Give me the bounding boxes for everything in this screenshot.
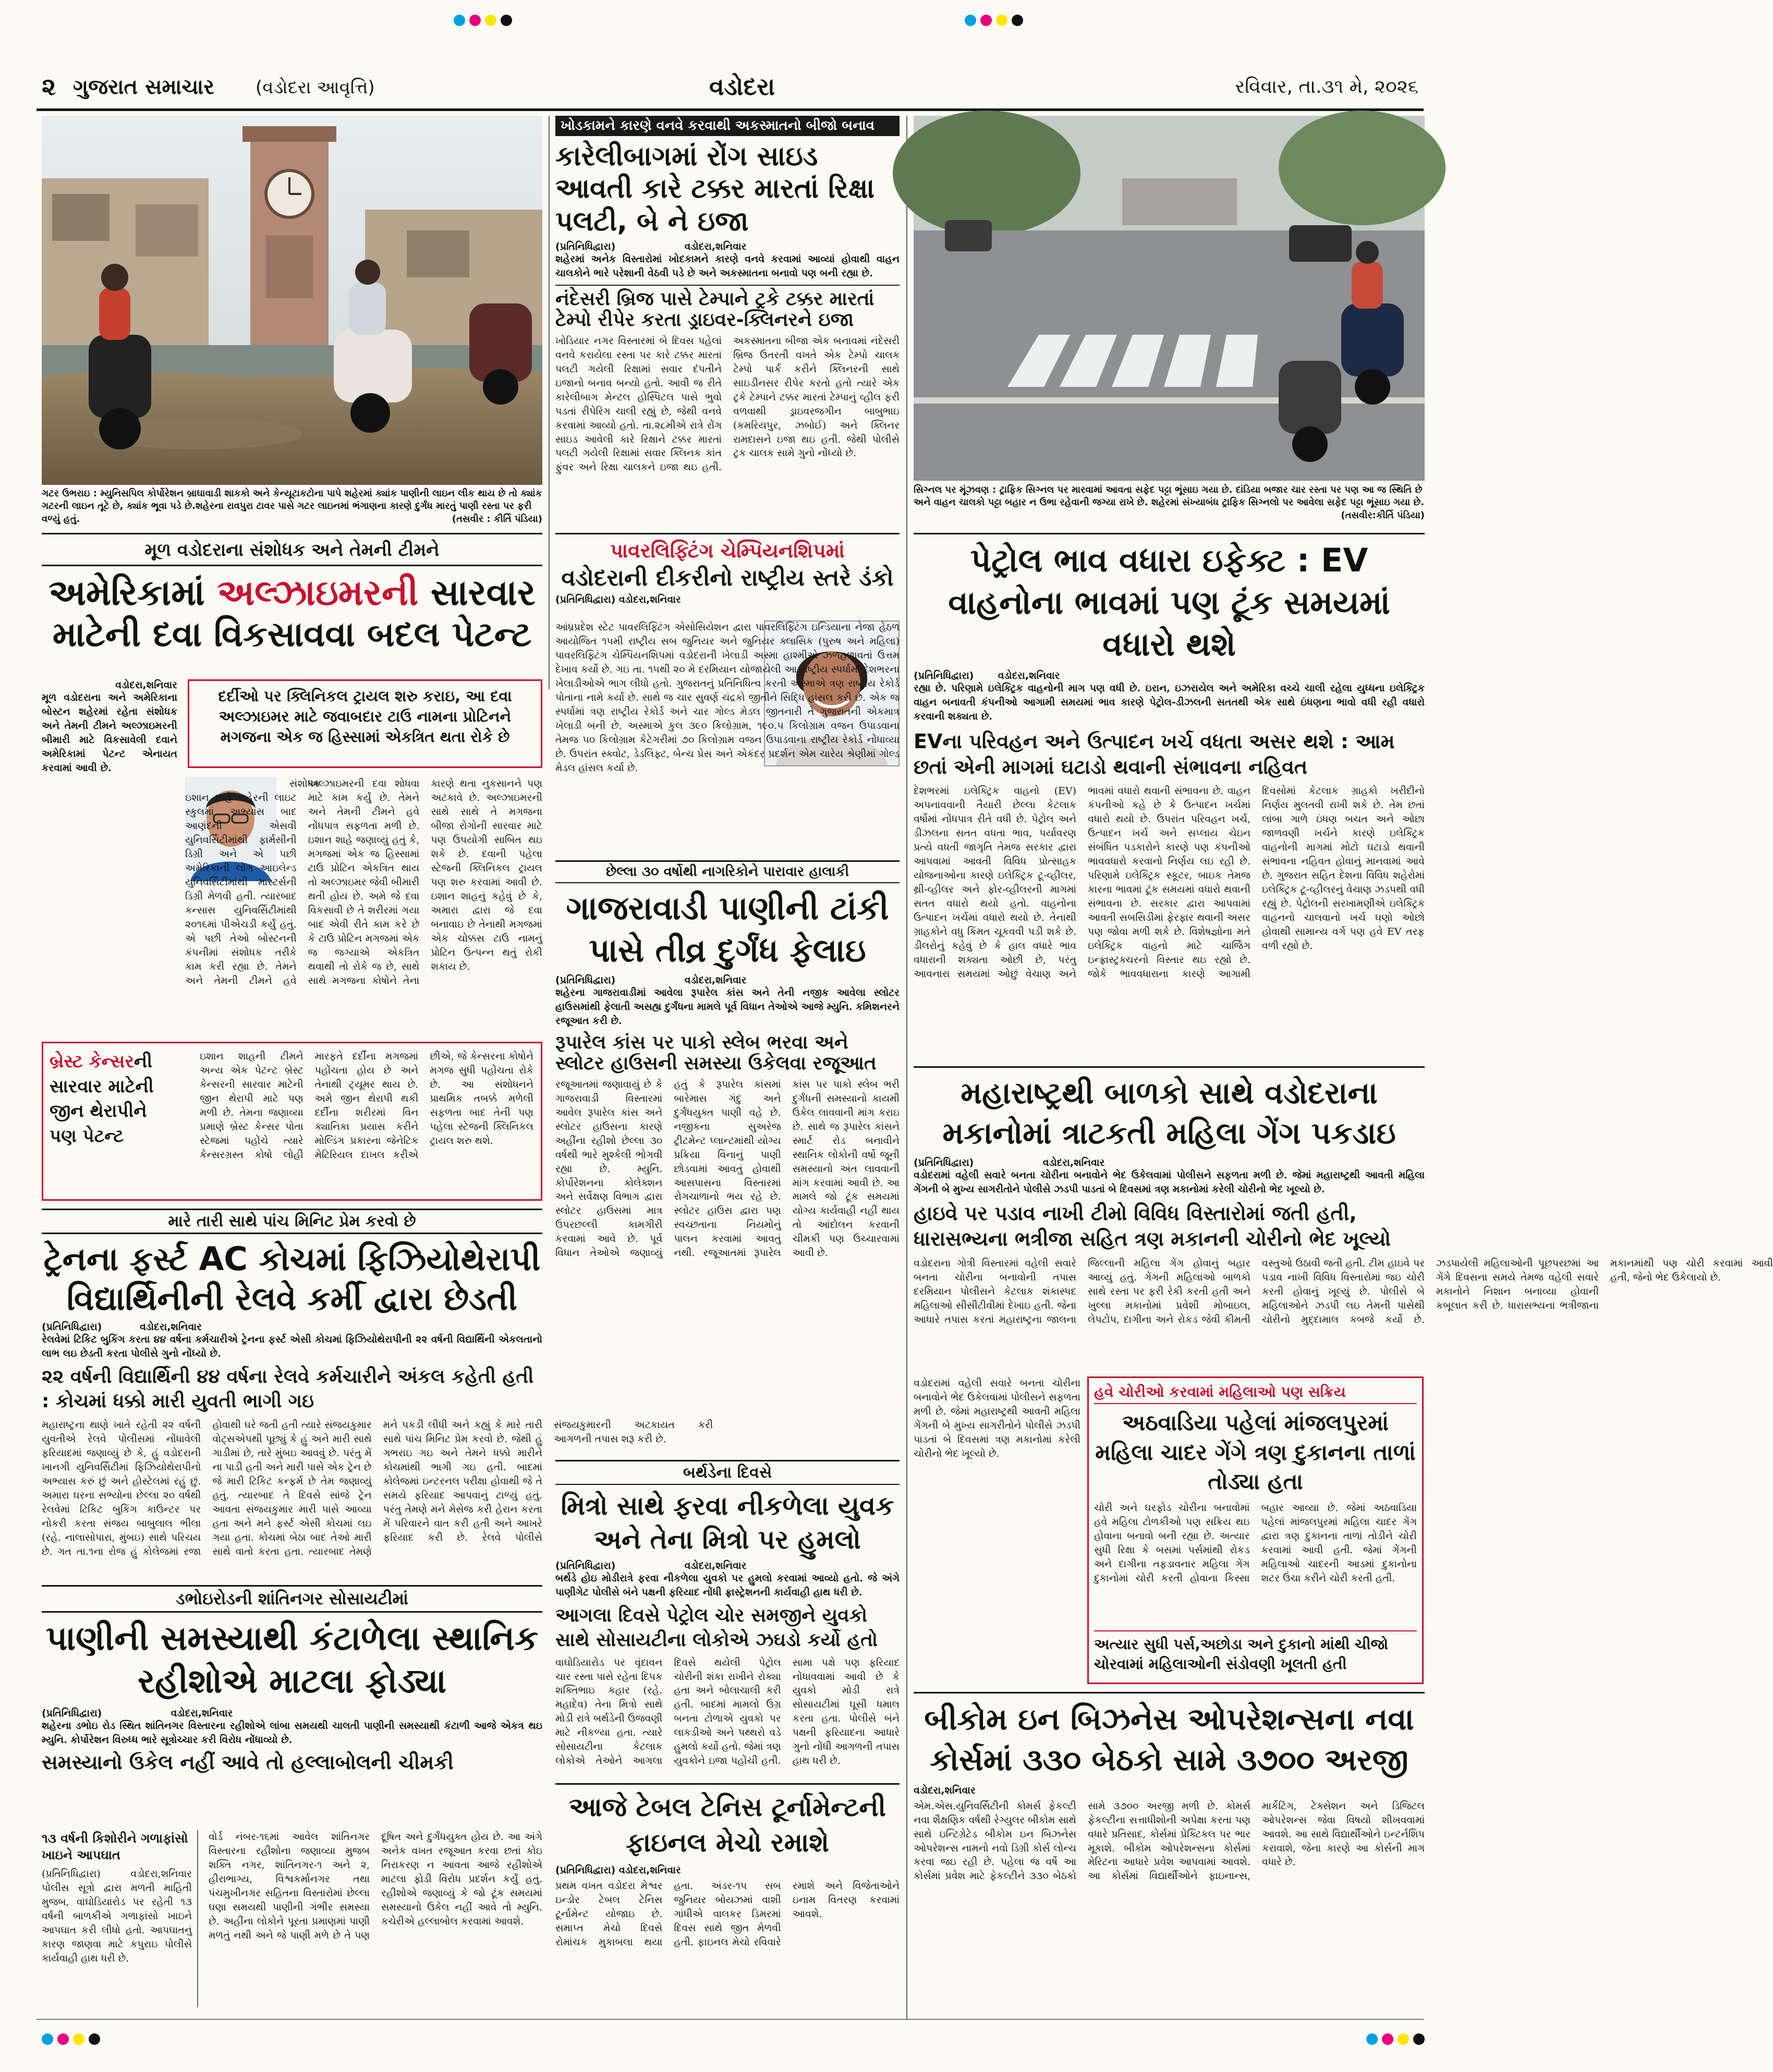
cancer-box [42,1042,542,1201]
dabhoi-body: વોર્ડ નંબર-૧૬માં આવેલ શાંતિનગર વિસ્તારના રહીશોના જણાવ્યા મુજબ શક્તિ નગર, શાંતિનગર-૧ અને ૨, હીરાભાગ્ય, વિશ્વકર્માનગર તથા પંચમુખીનગર સહિતના વિસ્તારોમાં છેલ્લા ઘણા સમયથી પાણીની ગંભીર સમસ્યા છે. અહીંના લોકોને પૂરતા પ્રમાણમાં પાણી મળતું નથી અને જે પાણી મળે છે તે પણ દૂષિત અને દુર્ગંધયુક્ત હોય છે. આ અંગે અનેક વખત રજૂઆત કરવા છતાં કોઇ નિરાકરણ ન આવતા આજે રહીશોએ માટલા ફોડી વિરોધ પ્રદર્શન કર્યું હતું. રહીશોએ જણાવ્યું કે જો ટૂંક સમયમાં સમસ્યાનો ઉકેલ નહીં આવે તો મ્યુનિ. કચેરીએ હલ્લાબોલ કરવામાં આવશે. [209,1831,542,1941]
registration-dot [1012,15,1023,26]
petrol-headline: પેટ્રોલ ભાવ વધારા ઇફેક્ટ : EV વાહનોના ભાવમાં પણ ટૂંક સમયમાં વધારો થશે [948,541,1390,664]
cancer-head-line4: પણ પેટન્ટ [50,1125,124,1147]
registration-dot [469,15,481,26]
crossroad-illustration [914,116,1425,481]
gang-headline: મહારાષ્ટ્રથી બાળકો સાથે વડોદરાના મકાનોમાં ત્રાટકતી મહિલા ગેંગ પકડાઇ [914,1066,1425,1153]
alzheimer-dateline: વડોદરા,શનિવાર [115,679,177,691]
column-divider [549,116,550,689]
railway-dateline: (પ્રતિનિધિદ્વારા) વડોદરા,શનિવાર [42,1321,202,1333]
bcom-dateline: વડોદરા,શનિવાર [914,1784,976,1796]
petrol-subhead: EVના પરિવહન અને ઉત્પાદન ખર્ચ વધતા અસર થશે : આમ છતાં એની માગમાં ઘટાડો થવાની સંભાવના નહિવત [914,729,1395,779]
accident-body: ખોડિયાર નગર વિસ્તારમાં બે દિવસ પહેલાં વનવે કરાયેલા રસ્તા પર કારે ટક્કર મારતાં પલટી ગયેલી રિક્ષામાં સવાર દંપતીને ઇજાનો બનાવ બન્યો હતો. આવી જ રીતે કારેલીબાગ મેન્ટલ હોસ્પિટલ પાસે ભુવો પડતાં રીપેરિંગ ચાલી રહ્યું છે, જેથી વનવે કરવામાં આવ્યો હતો. તા.૨૮મીએ રાત્રે રોંગ સાઇડ આવેલી કારે રિક્ષાને ટક્કર મારતાં પલટી ગયેલી રિક્ષામાં સવાર ક્લિનક કાંત ફુંવર અને રિક્ષા ચાલકને ઇજા થઇ હતી. અકસ્માતના બીજા એક બનાવમાં નંદેસરી બ્રિજ ઉતરતી વખતે એક ટેમ્પો ચાલક ટેમ્પો પાર્ક કરીને ક્લિનરની સાથે સાઇડીનસર રીપેર કરતો હતો ત્યારે એક ટ્રકે ટેમ્પાને ટક્કર મારતાં ટેમ્પાનું વ્હીલ ફરી વળવાથી ડ્રાઇવરજગીન બાબુભાઇ (કમરિયપુર, ઝબોઈ) અને ક્લિનર રામદાસને ઇજા થઇ હતી. જેથી પોલીસે ટ્રક ચાલક સામે ગુનો નોંધ્યો છે. [555,335,900,473]
mob-headline: મિત્રો સાથે ફરવા નીકળેલા યુવક અને તેના મિત્રો પર હુમલો [561,1491,894,1555]
dabhoi-headline: પાણીની સમસ્યાથી કંટાળેલા સ્થાનિક રહીશોએ માટલા ફોડ્યા [45,1619,539,1701]
gajarawadi-headline: ગાજરાવાડી પાણીની ટાંકી પાસે તીવ્ર દુર્ગંધ ફેલાઇ [566,889,889,969]
dabhoi-kicker: ડભોઇરોડની શાંતિનગર સોસાયટીમાં [42,1585,542,1613]
photo2-caption [914,484,1425,527]
mob-dateline: (પ્રતિનિધિદ્વારા) વડોદરા,શનિવાર [555,1560,747,1571]
petrol-story [914,540,1425,1061]
manjalpur-bottom: અત્યાર સુધી પર્સ,અછોડા અને દુકાનો માંથી ચીજો ચોરવામાં મહિલાઓની સંડોવણી ખૂલતી હતી [1094,1630,1417,1674]
mob-story [555,1460,900,1778]
railway-subhead: ૨૨ વર્ષની વિદ્યાર્થિની ૪૪ વર્ષના રેલવે કર્મચારીને અંકલ કહેતી હતી : કોચમાં ધક્કો મારી યુવતી ભાગી ગઇ [42,1366,534,1412]
registration-dot [1366,2033,1378,2045]
cancer-highlight: બ્રેસ્ટ કેન્સર [50,1051,134,1072]
registration-dot [73,2033,84,2045]
accident-headline2: નંદેસરી બ્રિજ પાસે ટેમ્પાને ટ્રકે ટક્કર મારતાં ટેમ્પો રીપેર કરતા ડ્રાઇવર-ક્લિનરને ઇજા [555,285,900,331]
section-title: વડોદરા [709,72,775,101]
date-line: રવિવાર, તા.૩૧ મે, ૨૦૨૬ [1235,76,1418,97]
tt-headline: આજે ટેબલ ટેનિસ ટૂર્નામેન્ટની ફાઇનલ મેચો રમાશે [555,1783,900,1860]
headline-part: અમેરિકામાં [48,572,205,614]
sewer-overflow-photo [42,116,542,485]
section-rule [42,533,542,534]
caption-text: ગટર ઉભરાઇ : મ્યુનિસપિલ કોર્પોરેશન બ્રાઘાવાડી શાકકો અને કેન્યૂટાકટોના પાપે શહેરમાં ક્યાંક પાણીની લાઇન લીક થાય છે તો ક્યાંક ગટરની લાઇન તૂટે છે, ક્યાંક ભૂવા પડે છે.શહેરના રાવપુરા ટાવર પાસે ગટર લાઇનમાં ભંગાણના કારણે દુર્ગંધ મારતું પાણી રસ્તા પર ફરી વળ્યું હતું. [42,488,542,525]
registration-dot [980,15,992,26]
accident-story [555,116,900,528]
column-divider [906,116,907,2019]
gang-left-body [914,1376,1080,1684]
masthead [37,70,1424,107]
accident-dateline: (પ્રતિનિધિદ્વારા) વડોદરા,શનિવાર [555,241,747,253]
registration-dot [42,2033,53,2045]
manjalpur-box [1087,1376,1424,1684]
gajarawadi-lead: શહેરના ગાજરાવાડીમાં આવેલા રૂપારેલ કાંસ અને તેની નજીક આવેલા સ્લોટર હાઉસમાંથી ફેલાતી અસહ્ય દુર્ગંધના મામલે પૂર્વ વિધાન તેઓએ આજે મ્યુનિ. કમિશનરને રજૂઆત કરી છે. [555,987,900,1027]
photo1-caption [42,487,542,530]
mob-lead: બર્થડે હોઇ મોડીરાત્રે ફરવા નીકળેલા યુવકો પર હુમલો કરવામાં આવ્યો હતો. જે અંગે પાણીગેટ પોલીસે બંને પક્ષની ફરિયાદ નોંધી ફ્રાસ્ટ્રેશનની કાર્યવાહી હાથ ધરી છે. [555,1573,900,1598]
bcom-headline: બીકોમ ઇન બિઝનેસ ઓપરેશન્સના નવા કોર્સમાં ૩૩૦ બેઠકો સામે ૩૭૦૦ અરજી [914,1692,1425,1781]
gajarawadi-body: રજૂઆતમાં જણાવાયું છે કે ગાજરાવાડી વિસ્તારમાં આવેલ રૂપારેલ કાંસ અને સ્લોટર હાઉસના કારણે અહીંના રહીશો છેલ્લા ૩૦ વર્ષથી ભારે મુશ્કેલી ભોગવી રહ્યા છે. મ્યુનિ. કોર્પોરેશનના કોલેક્શન અને સર્વેક્ષણ વિભાગ દ્વારા સ્લોટર હાઉસમાં માત્ર ઉપરછલ્લી કામગીરી કરવામાં આવે છે. પૂર્વ વિધાન તેઓએ જણાવ્યું હતું કે રૂપારેલ કાંસમાં બારેમાસ ગંદુ અને દુર્ગંધયુક્ત પાણી વહે છે. નજીકના સુઅરેજ ટ્રીટમેન્ટ પ્લાન્ટમાંથી યોગ્ય પ્રક્રિયા વિનાનું પાણી છોડવામાં આવતું હોવાથી આસપાસના વિસ્તારમાં રોગચાળાનો ભય રહે છે. સ્લોટર હાઉસ દ્વારા પણ સ્વચ્છતાના નિયમોનું પાલન કરવામાં આવતું નથી. રજૂઆતમાં રૂપારેલ કાંસ પર પાકો સ્લેબ ભરી દુર્ગંધની સમસ્યાનો કાયમી ઉકેલ લાવવાની માંગ કરાઇ છે. સાથે જ રૂપારેલ કાંસને સ્માર્ટ રોડ બનાવીને સ્થાનિક લોકોની વર્ષો જૂની સમસ્યાનો અંત લાવવાની માંગ કરવામાં આવી છે. આ મામલે જો ટૂંક સમયમાં યોગ્ય કાર્યવાહી નહીં થાય તો આંદોલન કરવાની ચીમકી પણ ઉચ્ચારવામાં આવી છે. [555,1078,900,1259]
cancer-body: ઇશાન શાહની ટીમને અન્ય એક પેટન્ટ બ્રેસ્ટ કેન્સરની સારવાર માટેની જીન થેરાપી માટે પણ મળી છે. તેમના જણાવ્યા પ્રમાણે બ્રેસ્ટ કેન્સર પોતા સ્ટેજમાં પહોંચે ત્યારે કેન્સરગ્રસ્ત કોષો લોહી મારફતે દર્દીના મગજમાં પહોંચતા હોય છે અને તેનાથી ટ્યૂમર થાય છે. અમે જીન થેરાપી થકી દર્દીના શરીરમાં વિન ક્યાનિકા પ્રયાસ કરીને મોલ્ડિંગ પ્રકારના જેનેટિક મેટિરિયલ દાખલ કરીએ છીએ, જે કેન્સરના કોષોને મગજ સુધી પહોંચતા રોકે છે. આ સંશોધનને પ્રાથમિક તબક્કે મળેલી સફળતા બાદ તેની પણ પહેલા સ્ટેજની ક્લિનિકલ ટ્રાયલ શરુ થશે. [200,1051,533,1161]
manjalpur-body: ચોરી અને ઘરફોડ ચોરીના બનાવોમાં હવે મહિલા ટોળકીઓ પણ સક્રિય થઇ હોવાના બનાવો બની રહ્યા છે. અત્યાર સુધી રિક્ષા કે બસમાં પર્સમાંથી રોકડ અને દાગીના તફડાવનાર મહિલા ગેંગ દુકાનોમાં ચોરી કરતી હોવાના કિસ્સા બહાર આવ્યા છે. જેમાં અઠવાડિયા પહેલાં માંજલપુરમાં મહિલા ચાદર ગેંગ દ્વારા ત્રણ દુકાનના તાળાં તોડીને ચોરી કરવામાં આવી હતી. જેમાં ગેંગની મહિલાઓ ચાદરની આડમાં દુકાનોના શટર ઉંચા કરીને ચોરી કરતી હતી. [1094,1502,1417,1584]
photo-credit: (તસવીર : કીર્તિ પંડિયા) [452,513,542,525]
registration-dot [454,15,465,26]
railway-kicker: મારે તારી સાથે પાંચ મિનિટ પ્રેમ કરવો છે [42,1209,542,1234]
manjalpur-kicker: હવે ચોરીઓ કરવામાં મહિલાઓ પણ સક્રિય [1094,1383,1417,1404]
registration-dot [57,2033,69,2045]
footer-rule [37,2019,1424,2020]
alzheimer-body: સંશોધક ઇશાન શાહે શહેરની લાઇટ સ્કુલમાં અભ્યાસ બાદ આણંદની એસવી યુનિવર્સિટીમાંથી ફાર્મસીની ડિગ્રી અને એ પછી અમેરિકાની લોંગ આઇલેન્ડ યુનિવર્સિટીમાંથી માસ્ટર્સની ડિગ્રી મેળવી હતી. ત્યારબાદ કન્સાસ યુનિવર્સિટીમાંથી ૨૦૧૬માં પીએચડી કર્યું હતું. એ પછી તેઓ બોસ્ટનની કંપનીમાં સંશોધક તરીકે કામ કરી રહ્યા છે. તેમને અને તેમની ટીમને હવે અલ્ઝાઇમરની દવા શોધવા માટે કામ કર્યું છે. તેમને અને તેમની ટીમને હવે નોંધપાત્ર સફળતા મળી છે. ઇશાન શાહે જણાવ્યું હતું કે, મગજમાં એક જ હિસ્સામાં ટાઉ પ્રોટિન એકત્રિત થાય તો અલ્ઝાઇમર જેવી બીમારી થતી હોય છે. અમે જે દવા વિકસાવી છે તે શરીરમાં ગયા બાદ એવી રીતે કામ કરે છે કે ટાઉ પ્રોટિન મગજમાં એક જ જગ્યાએ એકત્રિત થવાથી તો રોકે જ છે, સાથે સાથે મગજના કોષોને તેના કારણે થતા નુકસાનને પણ અટકાવે છે. અલ્ઝાઇમરની સાથે સાથે તે મગજના બીજા રોગોની સારવાર માટે પણ ઉપયોગી સાબિત થઇ શકે છે. દવાની પહેલા સ્ટેજની ક્લિનિકલ ટ્રાયલ પણ શરુ કરવામાં આવી છે. ઇશાન શાહનું કહેવું છે કે, અમારા દ્વારા જે દવા બનાવાઇ છે તેનાથી મગજમાં એક ચોક્કસ ટાઉ નામનું પ્રોટિન ઉત્પન્ન થતું રોકી શકાય છે. [185,778,542,986]
caption-text: સિગ્નલ પર મૂંઝવણ : ટ્રાફિક સિગ્નલ પર મારવામાં આવતા સફેદ પટ્ટા ભૂંસાઇ ગયા છે. દાંડિયા બજાર ચાર રસ્તા પર પણ આ જ સ્થિતિ છે અને વાહન ચાલકો પટ્ટા બહાર ન ઉભા રહેવાની જગ્યા રાખે છે. શહેરમાં સંખ્યાબંધ ટ્રાફિક સિગ્નલો પર આવેલા સફેદ પટ્ટા ભૂંસાઇ ગયા છે. [914,484,1425,508]
powerlifting-kicker: પાવરલિફ્ટિંગ ચેમ્પિયનશિપમાં [610,539,845,562]
dabhoi-box-body: (પ્રતિનિધિદ્વારા) વડોદરા,શનિવાર પોલીસ સૂત્રો દ્વારા મળતી માહિતી મુજબ, વાઘોડિયારોડ પર રહેતી ૧૩ વર્ષની બાળકીએ ગળાફાંસો ખાઇને આપઘાત કરી લીધો હતો. આપઘાતનું કારણ જાણવા માટે કપુરાઇ પોલીસે કાર્યવાહી હાથ ધરી છે. [42,1868,192,1964]
headline-part: સારવાર [430,572,536,614]
accident-headline: કારેલીબાગમાં રોંગ સાઇડ આવતી કારે ટક્કર મારતાં રિક્ષા પલટી, બે ને ઇજા [555,141,875,237]
railway-story [42,1209,713,1584]
mob-subhead: આગલા દિવસે પેટ્રોલ ચોર સમજીને યુવકો સાથે સોસાયટીના લોકોએ ઝઘડો કર્યો હતો [555,1604,878,1651]
petrol-dateline: (પ્રતિનિધિદ્વારા) વડોદરા,શનિવાર [914,669,1060,681]
registration-dot [996,15,1007,26]
registration-dot [89,2033,100,2045]
accident-lead: શહેરમાં અનેક વિસ્તારોમાં ખોદકામને કારણે વનવે કરવામાં આવ્યાં હોવાથી વાહન ચાલકોને ભારે પરેશાની વેઠવી પડે છે અને અકસ્માતના બનાવો પણ બની રહ્યા છે. [555,253,900,279]
alzheimer-deck: દર્દીઓ પર ક્લિનિકલ ટ્રાયલ શરુ કરાઇ, આ દવા અલ્ઝાઇમર માટે જવાબદાર ટાઉ નામના પ્રોટિનને મગજના એક જ હિસ્સામાં એકત્રિત થતા રોકે છે [218,687,512,746]
street-scene-illustration [42,116,542,485]
gang-lead: વડોદરામાં વહેલી સવારે બનતા ચોરીના બનાવોને ભેદ ઉકેલવામાં પોલીસને સફળતા મળી છે. જેમાં મહારાષ્ટ્રથી આવતી મહિલા ગેંગની બે મુખ્ય સાગરીતોને પોલીસે ઝડપી પાડતાં બે દિવસમાં ત્રણ મકાનોમાં કરેલી ચોરીનો ભેદ ખૂલ્યો છે. [914,1169,1425,1196]
section-rule [555,533,900,534]
traffic-signal-photo [914,116,1425,481]
alzheimer-lead: મૂળ વડોદરાના અને અમેરિકાના બોસ્ટન શહેરમાં રહેતા સંશોધક અને તેમની ટીમને અલ્ઝાઇમરની બીમારી માટે વિકસાવેલી દવાને અમેરિકામાં પેટન્ટ એનાયત કરવામાં આવી છે. [42,692,177,774]
registration-dot [501,15,512,26]
dabhoi-box-head: ૧૩ વર્ષની કિશોરીને ગળાફાંસો ખાઇને આપઘાત [42,1831,188,1863]
registration-dot [965,15,976,26]
gang-story [914,1066,1773,1374]
dabhoi-subhead: સમસ્યાનો ઉકેલ નહીં આવે તો હલ્લાબોલની ચીમકી [42,1750,454,1774]
gang-subhead: હાઇવે પર પડાવ નાખી ટીમો વિવિધ વિસ્તારોમાં જતી હતી, ધારાસભ્યના ભત્રીજા સહિત ત્રણ મકાનની ચોરીનો ભેદ ખૂલ્યો [914,1202,1391,1251]
cancer-head-line2: સારવાર માટેની [50,1076,154,1097]
railway-headline: ટ્રેનના ફર્સ્ટ AC કોચમાં ફિઝિયોથેરાપી વિદ્યાર્થિનીની રેલવે કર્મી દ્વારા છેડતી [43,1240,541,1318]
powerlifting-body: આંધ્રપ્રદેશ સ્ટેટ પાવરલિફ્ટિંગ એસોસિયેશન દ્વારા પાવરલિફ્ટિંગ ઇન્ડિયાના નેજા હેઠળ આયોજિત ૧૫મી રાષ્ટ્રીય સબ જુનિયર અને જુનિયર ક્લાસિક (પુરુષ અને મહિલા) પાવરલિફ્ટિંગ ચેમ્પિયનશિપમાં વડોદરાની ખેલાડી અસ્મા હાશ્મીએ ઝળહળાવતાં ઉત્તમ દેખાવ કર્યો છે. ગઇ તા. ૧૫થી ૨૦ મે દરમિયાન યોજાયેલી આ રાષ્ટ્રીય સ્પર્ધામાં દેશભરના ખેલાડીઓએ ભાગ લીધો હતો. ગુજરાતનું પ્રતિનિધિત્વ કરતી અસ્માએ ત્રણ રાષ્ટ્રીય રેકોર્ડ પોતાના નામે કર્યા છે. સાથે જ ચાર સુવર્ણ ચંદ્રકો જીતીને સિદ્ધિ હાંસલ કરી છે. એક જ સ્પર્ધામાં ત્રણ રાષ્ટ્રીય રેકોર્ડ અને ચાર ગોલ્ડ મેડલ જીતનારી તે ગુજરાતની એકમાત્ર ખેલાડી બની છે. અસ્માએ કુલ ૩૯૦ કિલોગ્રામ, ૧૯૦.૫ કિલોગ્રામ વજન ઉપાડવાના તેમજ ૫૦ કિલોગ્રામ કેટેગરીમાં ૭૦ કિલોગ્રામ વજન ઉપાડવાના રાષ્ટ્રીય રેકોર્ડ નોંધાવ્યા છે. ઉપરાંત સ્ક્વોટ, ડેડલિફ્ટ, બેન્ચ પ્રેસ અને એકંદર પ્રદર્શન એમ ચારેય શ્રેણીમાં ગોલ્ડ મેડલ હાંસલ કર્યા છે. [555,621,900,774]
registration-dot [1382,2033,1393,2045]
paper-name: ગુજરાત સમાચાર [73,75,214,99]
dabhoi-dateline: (પ્રતિનિધિદ્વારા) વડોદરા,શનિવાર [42,1707,233,1719]
tt-body: પ્રથમ વખત વડોદરા મેશ્વર ઇન્ડોર ટેબલ ટેનિસ ટૂર્નામેન્ટ યોજાઇ છે. સમાપ્ત મેચો દિવસે રોમાંચક મુકાબલા થયા હતા. અંડર-૧૫ સબ જુનિયર બોયઝમાં વાશી ગાંધીએ વાલકર ડિમરમાં દિવસ સાથે જીત મેળવી હતી. ફાઇનલ મેચો રવિવારે રમાશે અને વિજેતાઓને ઇનામ વિતરણ કરવામાં આવશે. [555,1880,900,1948]
alzheimer-kicker: મૂળ વડોદરાના સંશોધક અને તેમની ટીમને [42,540,542,566]
alzheimer-story [42,540,542,1035]
petrol-lead: રહ્યા છે. પરિણામે ઇલેક્ટ્રિક વાહનોની માગ પણ વધી છે. ઇરાન, ઇઝરાયેલ અને અમેરિકા વચ્ચે ચાલી રહેલા યુધ્ધના ઇલેક્ટ્રિક વાહન બનાવતી કંપનીઓ આગામી સમયમાં ભાવ કારણે પેટ્રોલ-ડીઝલની સતતથી એક સાથે ઇંધણના ભાવો વધી રહી વધારો કરવાની શક્યતા છે. [914,682,1425,722]
bcom-body: એમ.એસ.યુનિવર્સિટીની કોમર્સ ફેકલ્ટી નવા શૈક્ષણિક વર્ષથી રેગ્યુલર બીકોમ સાથે સાથે ઇન્ટિગ્રેટેડ બીકોમ ઇન બિઝનેસ ઓપરેશન્સ નામનો નવો ડિગ્રી કોર્સ લોન્ચ કરવા જઇ રહી છે. પહેલા જ વર્ષે આ કોર્સમાં પ્રવેશ માટે ફેકલ્ટીને ૩૩૦ બેઠકો સામે ૩૭૦૦ અરજી મળી છે. કોમર્સ ફેકલ્ટીના સત્તાધીશોની અપેક્ષા કરતા પણ વધારે પ્રતિસાદ, કોર્સમાં પ્રેક્ટિકલ પર ભાર મૂકાશે. બીકોમ ઓપરેશન્સના કોર્સમાં મેરિટના આધારે પ્રવેશ આપવામાં આવશે. આ કોર્સમાં વિદ્યાર્થીઓને ફાઇનાન્સ, માર્કેટિંગ, ટેક્સેશન અને ડિજિટલ ઓપરેશન્સ જેવા વિષયો શીખવવામાં આવશે. આ સાથે વિદ્યાર્થીઓને ઇન્ટર્નશિપ કરાવાશે, જેના કારણે આ કોર્સની માગ વધારે છે. [914,1800,1425,1882]
registration-dot [485,15,496,26]
alzheimer-deck-box [188,679,542,768]
alzheimer-headline2: માટેની દવા વિકસાવવા બદલ પેટન્ટ [52,614,532,655]
section-rule [914,533,1425,534]
gajarawadi-story [555,860,900,1455]
powerlifting-dateline: (પ્રતિનિધિદ્વારા) વડોદરા,શનિવાર [555,593,681,605]
mob-body: વાઘોડિયારોડ પર વૃંદાવન ચાર રસ્તા પાસે રહેતા દિપક શક્તિભાઇ કહાર (રહે. મહાદેવ) તેના મિત્રો સાથે મોડી રાત્રે બર્થડેની ઉજવણી માટે નીકળ્યા હતા. ત્યારે સોસાયટીના કેટલાક લોકોએ તેઓને આગલા દિવસે થયેલી પેટ્રોલ ચોરીની શંકા રાખીને રોક્યા હતા અને બોલાચાલી કરી હતી. બાદમાં મામલો ઉગ્ર બનતા ટોળાએ યુવકો પર લાકડીઓ અને પથ્થરો વડે હુમલો કર્યો હતો. જેમાં ત્રણ યુવકોને ઇજા પહોંચી હતી. સામા પક્ષે પણ ફરિયાદ નોંધાવવામાં આવી છે કે યુવકો મોડી રાત્રે સોસાયટીમાં ઘૂસી ધમાલ કરતા હતા. પોલીસે બંને પક્ષની ફરિયાદના આધારે ગુનો નોંધી આગળની તપાસ હાથ ધરી છે. [555,1656,900,1767]
powerlifting-story [555,540,900,858]
dabhoi-lead: શહેરના ડભોઇ રોડ સ્થિત શાંતિનગર વિસ્તારના રહીશોએ લાંબા સમયથી ચાલતી પાણીની સમસ્યાથી કંટાળી આજે એકત્ર થઇ મ્યુનિ. કોર્પોરેશન વિરુધ્ધ ભારે સૂત્રોચ્ચાર કરી વિરોધ નોંધાવ્યો છે. [42,1720,542,1746]
accident-kicker: ખોડકામને કારણે વનવે કરવાથી અકસ્માતનો બીજો બનાવ [555,116,900,136]
alzheimer-headline [42,574,542,613]
cancer-head [50,1050,190,1196]
mob-kicker: બર્થડેના દિવસે [555,1460,900,1485]
railway-lead: રેલવેમાં ટિકિટ બુકિંગ કરતા ૪૪ વર્ષના કર્મચારીએ ટ્રેનના ફર્સ્ટ એસી કોચમાં ફિઝિયોથેરાપીની ૨૨ વર્ષની વિદ્યાર્થિની એકલતાનો લાભ લઇ છેડતી કરતા પોલીસે ગુનો નોંધ્યો છે. [42,1334,542,1360]
gajarawadi-kicker: છેલ્લા ૩૦ વર્ષોથી નાગરિકોને પારાવાર હાલાકી [555,860,900,883]
dabhoi-story [42,1585,542,2013]
gang-dateline: (પ્રતિનિધિદ્વારા) વડોદરા,શનિવાર [914,1157,1105,1169]
cancer-head-line3: જીન થેરાપીને [50,1101,147,1122]
railway-body: મહારાષ્ટ્રના થાણે ખાતે રહેતી ૨૨ વર્ષની યુવતીએ રેલવે પોલીસમાં નોંધાવેલી ફરિયાદમાં જણાવ્યું છે કે, હું વડોદરાની ખાનગી યુનિવર્સિટીમાં ફિઝિયોથેરાપીનો અભ્યાસ કરું છું અને હોસ્ટેલમાં રહું છું. અમારા ઘરના સભ્યોના છેલ્લા ૨૦ વર્ષથી રેલવેમાં ટિકિટ બુકિંગ કાઉન્ટર પર નોકરી કરતા સંજય બાબુલાલ ભીલા (રહે. નાલાસોપારા, મુંબઇ) સાથે પરિચય છે. ગત તા.૧ના રોજ હું કોલેજમાં રજા હોવાથી ઘરે જતી હતી ત્યારે સંજયકુમાર વોટ્સએપથી પૂછ્યું કે હું અને મારી સાથે ગાડીમાં છે, તારે મુંબઇ આવવું છે. પરંતુ મેં ના પાડી હતી અને મારી પાસે એક ટ્રેન છે જે મારી ટિકિટ કન્ફર્મ છે તેમ જણાવ્યું હતું. ત્યારબાદ તે દિવસે સાંજે ટ્રેન આવતા સંજયકુમાર મારી પાસે આવ્યા હતા અને મને ફર્સ્ટ એસી કોચમાં લઇ ગયા હતા. કોચમાં બેઠા બાદ તેઓ મારી સાથે વાતો કરતા હતા. ત્યારબાદ તેમણે મને પકડી લીધી અને કહ્યું કે મારે તારી સાથે પાંચ મિનિટ પ્રેમ કરવો છે. જેથી હું ગભરાઇ ગઇ અને તેમને ધક્કો મારીને કોચમાંથી ભાગી ગઇ હતી. બાદમાં કોલેજમાં ઇન્ટરનલ પરીક્ષા હોવાથી જે તે સમયે ફરિયાદ આપવાનું ટાળ્યું હતું. પરંતુ તેમણે મને મેસેજ કરી હેરાન કરતા મેં પરિવારને વાત કરી હતી અને આખરે ફરિયાદ કરી છે. રેલવે પોલીસે સંજયકુમારની અટકાયત કરી આગળની તપાસ શરૂ કરી છે. [42,1419,713,1557]
cancer-head-part: ની [133,1051,152,1072]
powerlifting-headline: વડોદરાની દીકરીનો રાષ્ટ્રીય સ્તરે ડંકો [561,564,894,591]
petrol-body: દેશભરમાં ઇલેક્ટ્રિક વાહનો (EV) અપનાવવાની તૈયારી છેલ્લા કેટલાક વર્ષોમાં નોંધપાત્ર રીતે વધી છે. પેટ્રોલ અને ડીઝલના સતત વધતા ભાવ, પર્યાવરણ પ્રત્યે વધતી જાગૃતિ તેમજ સરકાર દ્વારા આપવામાં આવતી વિવિધ પ્રોત્સાહક યોજનાઓના કારણે ઇલેક્ટ્રિક ટૂ-વ્હીલર, થ્રી-વ્હીલર અને ફોર-વ્હીલરની માગમાં સતત વધારો થયો હતો. વાહનોના ઉત્પાદન ખર્ચમાં વધારો થયો છે. તેનાથી ગ્રાહકોને વધુ કિંમત ચૂકવવી પડી શકે છે. ડીલરોનું કહેવું છે કે હાલ વધારે ભાવ વધારાની શક્યતા ઓછી છે, પરંતુ આવનારા સમયમાં ઓછું વેચાણ અને ભાવમાં વધારો થવાની સંભાવના છે. વાહન કંપનીઓ કહે છે કે ઉત્પાદન ખર્ચમાં વધારો થયો છે. ઉપરાંત પરિવહન ખર્ચ, ઉત્પાદન ખર્ચ અને સપ્લાય ચેઇન સંબંધિત પડકારોને કારણે પણ કંપનીઓ ભાવવધારો કરવાનો નિર્ણય લઇ રહી છે. પરિણામે ઇલેક્ટ્રિક સ્કૂટર, બાઇક તેમજ કારના ભાવમાં ટૂંક સમયમાં વધારો થવાની સંભાવના છે. સરકાર દ્વારા આપવામાં આવતી સબસિડીમાં ફેરફાર થવાની અસર પણ જોવા મળી શકે છે. વિશેષજ્ઞોના મતે ઇલેક્ટ્રિક વાહનો માટે ચાર્જિંગ ઇન્ફ્રાસ્ટ્રક્ચરનો વિસ્તાર થઇ રહ્યો છે. જોકે ભાવવધારાના કારણે આગામી દિવસોમાં કેટલાક ગ્રાહકો ખરીદીનો નિર્ણય મુલતવી રાખી શકે છે. તેમ છતાં લાંબા ગાળે ઇંધણ બચત અને ઓછા જાળવણી ખર્ચને કારણે ઇલેક્ટ્રિક વાહનોની માગમાં મોટો ઘટાડો થવાની સંભાવના નહિવત હોવાનું માનવામાં આવે છે. ગુજરાત સહિત દેશના વિવિધ શહેરોમાં ઇલેક્ટ્રિક ટૂ-વ્હીલરનું વેચાણ ઝડપથી વધી રહ્યું છે. પેટ્રોલની સરખામણીએ ઇલેક્ટ્રિક વાહનનો ચાલવાનો ખર્ચ ઘણો ઓછો હોવાથી સામાન્ય વર્ગ પણ હવે EV તરફ વળી રહ્યો છે. [914,785,1425,980]
manjalpur-headline: અઠવાડિયા પહેલાં માંજલપુરમાં મહિલા ચાદર ગેંગે ત્રણ દુકાનના તાળાં તોડ્યા હતા [1095,1410,1416,1495]
photo-credit: (તસવીર:કીર્તિ પંડિયા) [1341,509,1425,521]
dabhoi-box [42,1830,198,2007]
tt-dateline: (પ્રતિનિધિદ્વારા) વડોદરા,શનિવાર [555,1864,681,1876]
gajarawadi-dateline: (પ્રતિનિધિદ્વારા) વડોદરા,શનિવાર [555,974,747,986]
edition-label: (વડોદરા આવૃત્તિ) [256,77,375,98]
registration-dot [1413,2033,1425,2045]
page-number: ૨ [42,72,56,101]
alzheimer-left-col [42,679,177,1023]
bcom-story [914,1692,1425,2013]
headline-highlight: અલ્ઝાઇમરની [217,572,419,614]
gajarawadi-subhead: રૂપારેલ કાંસ પર પાકો સ્લેબ ભરવા અને સ્લોટર હાઉસની સમસ્યા ઉકેલવા રજૂઆત [555,1032,877,1075]
gang-body: વડોદરાના ગોત્રી વિસ્તારમાં વહેલી સવારે બનતા ચોરીના બનાવોની તપાસ દરમિયાન પોલીસને કેટલાક શંકાસ્પદ મહિલાઓ સીસીટીવીમાં દેખાઇ હતી. જેના આધારે તપાસ કરતાં મહારાષ્ટ્રના જાલના જિલ્લાની મહિલા ગેંગ હોવાનું બહાર આવ્યું હતું. ગેંગની મહિલાઓ બાળકો સાથે રસ્તા પર ફરી રેકી કરતી હતી અને ખુલ્લા મકાનોમાં પ્રવેશી મોબાઇલ, લેપટોપ, દાગીના અને રોકડ જેવી કીમતી વસ્તુઓ ઉઠાવી જતી હતી. ટીમ હાઇવે પર પડાવ નાખી વિવિધ વિસ્તારોમાં જઇ ચોરી કરતી હોવાનું ખૂલ્યું છે. પોલીસે બે મહિલાઓને ઝડપી લઇ તેમની પાસેથી ચોરીનો મુદ્દામાલ કબજે કર્યો છે. ઝડપાયેલી મહિલાઓની પૂછપરછમાં આ ગેંગે દિવસના સમયે તેમજ વહેલી સવારે મકાનોને નિશાન બનાવ્યા હોવાની કબૂલાત કરી છે. ધારાસભ્યના ભત્રીજાના મકાનમાંથી પણ ચોરી કરવામાં આવી હતી, જેનો ભેદ ઉકેલાયો છે. [914,1257,1773,1325]
registration-dot [1398,2033,1409,2045]
gang-body-continued: વડોદરામાં વહેલી સવારે બનતા ચોરીના બનાવોને ભેદ ઉકેલવામાં પોલીસને સફળતા મળી છે. જેમાં મહારાષ્ટ્રથી આવતી મહિલા ગેંગની બે મુખ્ય સાગરીતોને પોલીસે ઝડપી પાડતાં બે દિવસમાં ત્રણ મકાનોમાં કરેલી ચોરીનો ભેદ ખૂલ્યો છે. [914,1378,1080,1459]
cancer-head-line1 [50,1050,190,1075]
tt-story [555,1783,900,2013]
masthead-rule [37,108,1424,111]
